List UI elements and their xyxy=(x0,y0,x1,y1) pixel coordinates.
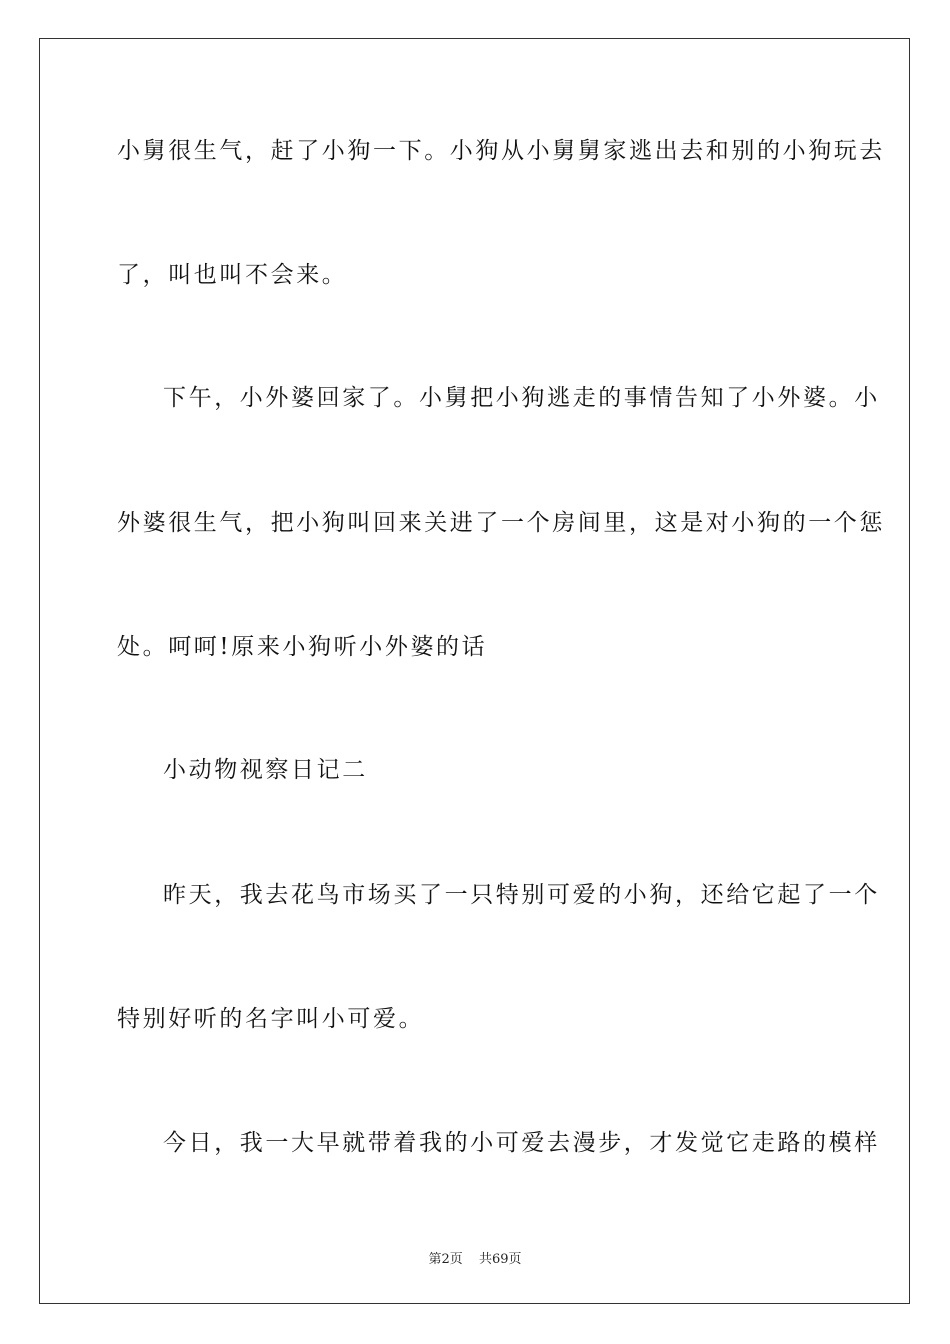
text-line-1: 小舅很生气，赶了小狗一下。小狗从小舅舅家逃出去和别的小狗玩去 xyxy=(117,138,885,164)
page-number-current: 第2页 xyxy=(428,1252,463,1267)
text-line-3: 下午，小外婆回家了。小舅把小狗逃走的事情告知了小外婆。小 xyxy=(163,385,880,411)
text-line-5: 处。呵呵!原来小狗听小外婆的话 xyxy=(117,634,488,660)
text-line-2: 了，叫也叫不会来。 xyxy=(117,262,348,288)
text-line-8: 特别好听的名字叫小可爱。 xyxy=(117,1006,425,1032)
text-line-9: 今日，我一大早就带着我的小可爱去漫步，才发觉它走路的模样 xyxy=(163,1130,880,1156)
text-line-7: 昨天，我去花鸟市场买了一只特别可爱的小狗，还给它起了一个 xyxy=(163,882,880,908)
page-number-total: 共69页 xyxy=(478,1252,522,1267)
page-footer xyxy=(0,1248,950,1267)
page-frame xyxy=(39,38,910,1304)
section-heading: 小动物视察日记二 xyxy=(163,757,368,783)
text-line-4: 外婆很生气，把小狗叫回来关进了一个房间里，这是对小狗的一个惩 xyxy=(117,510,885,536)
